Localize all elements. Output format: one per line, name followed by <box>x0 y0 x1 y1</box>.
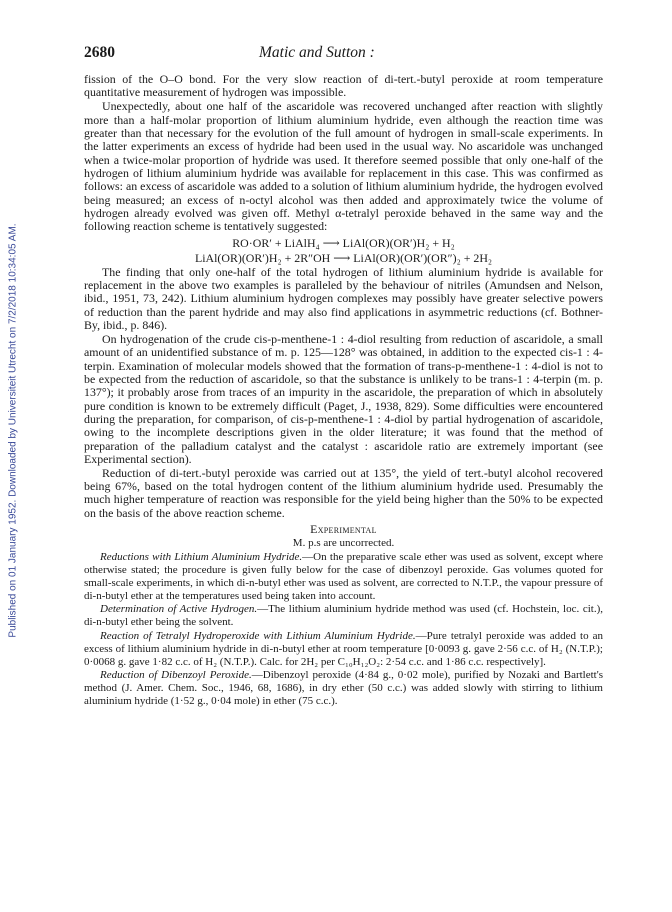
experimental-paragraph-2 <box>84 603 603 629</box>
article-body <box>84 73 603 708</box>
paragraph-3: The finding that only one-half of the total hydrogen of lithium aluminium hydride is available for replacement in the above two examples is paralleled by the behaviour of nitriles (Amundsen and Nelson, ibid., 1951, 73, 242). Lithium aluminium hydrogen complexes may possibly have greater selective powers of reduction than the parent hydride and may also find applications in asymmetric reductions (cf. Bothner-By, ibid., p. 846). <box>84 264 603 332</box>
experimental-paragraph-1 <box>84 551 603 603</box>
equation-1: RO·OR′ + LiAlH₄ ⟶ LiAl(OR)(OR′)H₂ + H₂ <box>232 235 455 250</box>
experimental-text-1: —On the preparative scale ether was used as solvent, except where otherwise stated; the procedure is given fully below for the case of dibenzoyl peroxide. Gas volumes quoted for small-scale experiments, in which di-n-butyl ether was used as solvent, are corrected to N.T.P., the vapour pressure of di-n-butyl ether at the temperatures used being taken into account. <box>84 550 603 602</box>
page-header <box>84 44 603 64</box>
paragraph-4: On hydrogenation of the crude cis-p-menthene-1 : 4-diol resulting from reduction of ascaridole, a small amount of an unidentified substance of m. p. 125—128° was obtained, in addition to the expected cis-1 : 4-terpin. Examination of molecular models showed that the formation of trans-p-menthene-1 : 4-diol is not to be expected from the reduction of ascaridole, so that the substance is unlikely to be trans-1 : 4-terpin (m. p. 137°); it probably arose from traces of an impurity in the ascaridole, the preparation of which in absolutely pure condition is known to be extremely difficult (Paget, J., 1938, 829). Some difficulties were encountered during the preparation, for comparison, of cis-p-menthene-1 : 4-diol by partial hydrogenation of ascaridole, owing to the incomplete descriptions given in the older literature; it was found that the method of preparation of the palladium catalyst and the catalyst : ascaridole ratio are extremely important (see Experimental section). <box>84 331 603 466</box>
experimental-paragraph-4 <box>84 669 603 708</box>
equation-2: LiAl(OR)(OR′)H₂ + 2R″OH ⟶ LiAl(OR)(OR′)(OR″)₂ + 2H₂ <box>194 250 493 265</box>
subheading-tetralyl: Reaction of Tetralyl Hydroperoxide with Lithium Aluminium Hydride. <box>100 629 416 642</box>
experimental-paragraph-3 <box>84 630 603 669</box>
subheading-active-hydrogen: Determination of Active Hydrogen. <box>100 603 258 615</box>
section-title-experimental: Experimental <box>310 522 377 537</box>
experimental-text-3: —Pure tetralyl peroxide was added to an excess of lithium aluminium hydride in di-n-butyl ether at room temperature [0·0093 g. gave 2·56 c.c. of H₂ (N.T.P.); 0·0068 g. gave 1·82 c.c. of H₂ (N.T.P.). Calc. for 2H₂ per C₁₀H₁₂O₂: 2·54 c.c. and 1·86 c.c. respectively]. <box>84 629 604 668</box>
page-number: 2680 <box>84 44 115 61</box>
experimental-text-2: —The lithium aluminium hydride method was used (cf. Hochstein, loc. cit.), di-n-butyl ether being the solvent. <box>84 603 603 628</box>
paragraph-2: Unexpectedly, about one half of the ascaridole was recovered unchanged after reaction with slightly more than a half-molar proportion of lithium aluminium hydride, even although the reaction time was greater than that necessary for the evolution of the full amount of hydrogen in small-scale experiments. In the latter experiments an excess of hydride had been used in the usual way. No ascaridole was unchanged when a twice-molar proportion of hydride was used. It therefore seemed possible that only one-half of the hydrogen of lithium aluminium hydride was available for replacement in this case. This was confirmed as follows: an excess of ascaridole was added to a solution of lithium aluminium hydride, the hydrogen evolved being measured; an excess of n-octyl alcohol was then added and approximately twice the volume of hydrogen already evolved was given off. Methyl α-tetralyl peroxide behaved in the same way and the following reaction scheme is tentatively suggested: <box>84 99 603 234</box>
download-watermark <box>2 150 24 710</box>
subheading-dibenzoyl: Reduction of Dibenzoyl Peroxide. <box>100 669 252 681</box>
experimental-section <box>84 551 603 709</box>
reaction-scheme <box>84 236 603 266</box>
paragraph-1: fission of the O–O bond. For the very slow reaction of di-tert.-butyl peroxide at room temperature quantitative measurement of hydrogen was impossible. <box>84 72 603 100</box>
experimental-note: M. p.s are uncorrected. <box>292 536 395 549</box>
paragraph-5: Reduction of di-tert.-butyl peroxide was carried out at 135°, the yield of tert.-butyl alcohol recovered being 67%, based on the total hydrogen content of the lithium aluminium hydride used. Presumably the much higher temperature of reaction was responsible for the yield being higher than the 50% to be expected on the basis of the above reaction scheme. <box>84 465 603 520</box>
subheading-reductions: Reductions with Lithium Aluminium Hydride. <box>100 550 303 563</box>
download-watermark-text: Published on 01 January 1952. Downloaded by Universiteit Utrecht on 7/2/2018 10:34:05 AM. <box>7 222 19 638</box>
experimental-text-4: —Dibenzoyl peroxide (4·84 g., 0·02 mole), purified by Nozaki and Bartlett's method (J. Amer. Chem. Soc., 1946, 68, 1686), in dry ether (50 c.c.) was added slowly with stirring to lithium aluminium hydride (1·52 g., 0·04 mole) in ether (75 c.c.). <box>84 669 603 707</box>
running-head: Matic and Sutton : <box>259 44 375 61</box>
